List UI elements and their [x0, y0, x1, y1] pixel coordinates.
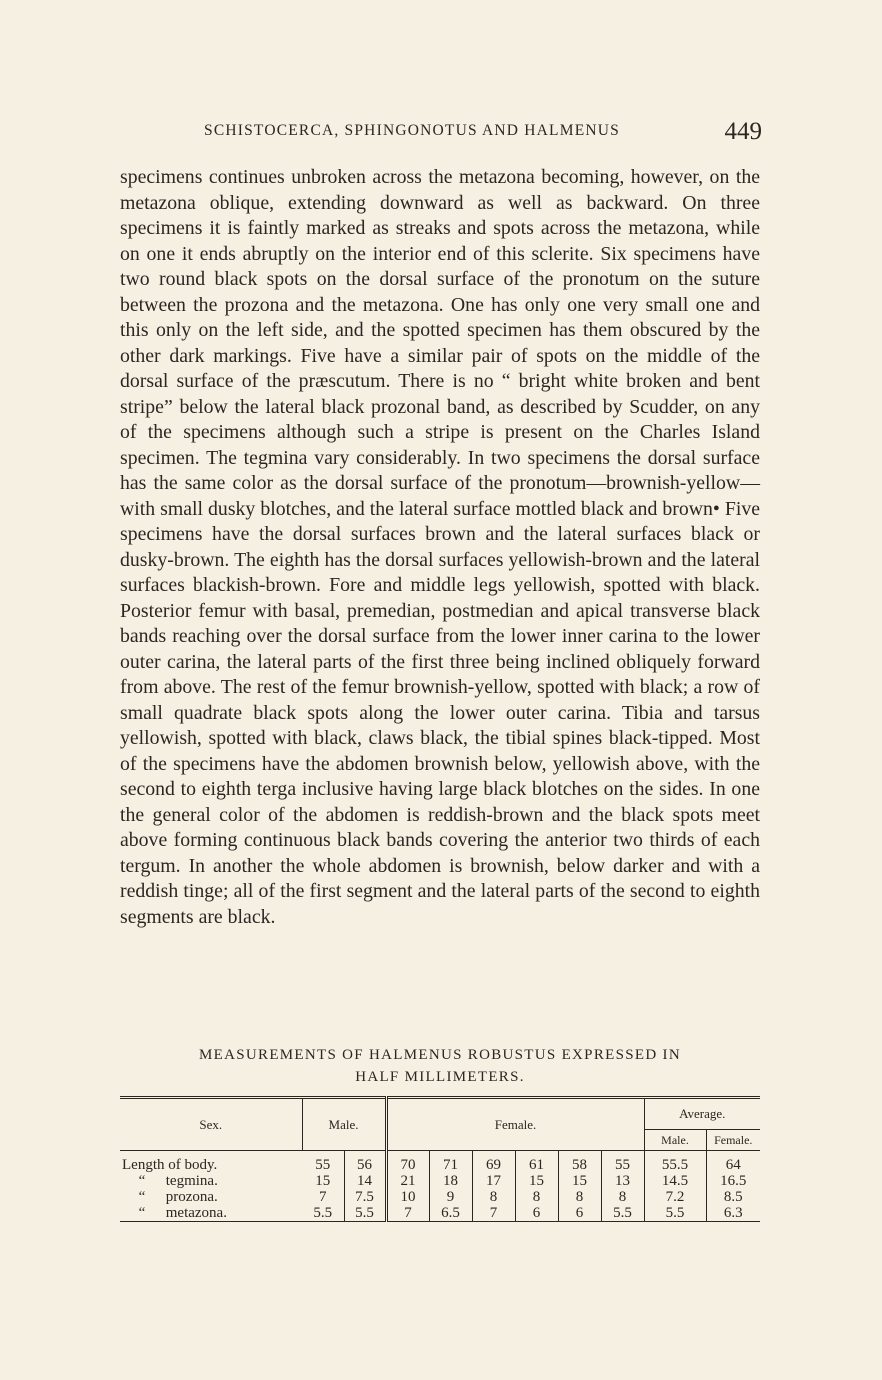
- table-row: [120, 1205, 760, 1222]
- female-value-cell: 13: [601, 1173, 644, 1189]
- female-value-cell: 21: [386, 1173, 429, 1189]
- header-sex: Sex.: [199, 1116, 223, 1132]
- female-value-cell: 10: [386, 1189, 429, 1205]
- header-average-male: Male.: [644, 1130, 706, 1151]
- page-number: 449: [724, 118, 762, 145]
- table-caption-line-1: MEASUREMENTS OF HALMENUS ROBUSTUS EXPRESSED IN: [199, 1047, 681, 1063]
- female-value-cell: 55: [601, 1151, 644, 1174]
- female-value-cell: 8: [601, 1189, 644, 1205]
- table-caption: [120, 1044, 760, 1088]
- male-value-cell: 56: [344, 1151, 386, 1174]
- average-male-cell: 5.5: [644, 1205, 706, 1222]
- average-female-cell: 8.5: [706, 1189, 760, 1205]
- female-value-cell: 71: [429, 1151, 472, 1174]
- female-value-cell: 7: [472, 1205, 515, 1222]
- average-female-cell: 64: [706, 1151, 760, 1174]
- page-header: [122, 118, 762, 148]
- average-male-cell: 55.5: [644, 1151, 706, 1174]
- male-value-cell: 7.5: [344, 1189, 386, 1205]
- average-male-cell: 7.2: [644, 1189, 706, 1205]
- female-value-cell: 8: [472, 1189, 515, 1205]
- female-value-cell: 8: [558, 1189, 601, 1205]
- header-average-female: Female.: [706, 1130, 760, 1151]
- male-value-cell: 15: [315, 1173, 331, 1189]
- row-label-prefix: “: [138, 1173, 146, 1189]
- female-value-cell: 6: [558, 1205, 601, 1222]
- row-label: [120, 1173, 302, 1189]
- measurements-table: [120, 1096, 760, 1222]
- male-value-cell: 14: [344, 1173, 386, 1189]
- row-label-name: tegmina.: [165, 1173, 218, 1189]
- row-label: [120, 1151, 302, 1174]
- female-value-cell: 7: [386, 1205, 429, 1222]
- table-row: [120, 1173, 760, 1189]
- female-value-cell: 6: [515, 1205, 558, 1222]
- table-row: [120, 1151, 760, 1174]
- female-value-cell: 6.5: [429, 1205, 472, 1222]
- row-label-name: metazona.: [165, 1205, 227, 1221]
- male-value-cell: 5.5: [344, 1205, 386, 1222]
- row-label-prefix: “: [138, 1189, 146, 1205]
- table-body: [120, 1151, 760, 1222]
- average-male-cell: 14.5: [644, 1173, 706, 1189]
- female-value-cell: 58: [558, 1151, 601, 1174]
- table-caption-line-2: HALF MILLIMETERS.: [355, 1069, 525, 1085]
- male-value-cell: 5.5: [313, 1205, 333, 1221]
- female-value-cell: 15: [515, 1173, 558, 1189]
- female-value-cell: 61: [515, 1151, 558, 1174]
- row-label-prefix: “: [138, 1205, 146, 1221]
- body-paragraph: specimens continues unbroken across the metazona becoming, however, on the metazona oblique, extending downward as well as backward. On three specimens it is faintly marked as streaks and spots across the metazona, while on one it ends abruptly on the interior end of this sclerite. Six specimens have two round black spots on the dorsal surface of the pronotum on the suture between the prozona and the metazona. One has only one very small one and this only on the left side, and the spotted specimen has them obscured by the other dark markings. Five have a similar pair of spots on the middle of the dorsal surface of the præscutum. There is no “ bright white broken and bent stripe” below the lateral black prozonal band, as described by Scudder, on any of the specimens although such a stripe is present on the Charles Island specimen. The tegmina vary considerably. In two specimens the dorsal surface has the same color as the dorsal surface of the pronotum—brownish-yellow—with small dusky blotches, and the lateral surface mottled black and brown• Five specimens have the dorsal surfaces brown and the lateral surfaces black or dusky-brown. The eighth has the dorsal surfaces yellowish-brown and the lateral surfaces blackish-brown. Fore and middle legs yellowish, spotted with black. Posterior femur with basal, premedian, postmedian and apical transverse black bands reaching over the dorsal surface from the lower inner carina to the lower outer carina, the lateral parts of the first three being inclined obliquely forward from above. The rest of the femur brownish-yellow, spotted with black; a row of small quadrate black spots along the lower outer carina. Tibia and tarsus yellowish, spotted with black, claws black, the tibial spines black-tipped. Most of the specimens have the abdomen brownish below, yellowish above, with the second to eighth terga inclusive having large black blotches on the sides. In one the general color of the abdomen is reddish-brown and the black spots meet above forming continuous black bands covering the anterior two thirds of each tergum. In another the whole abdomen is brownish, below darker and with a reddish tinge; all of the first segment and the lateral parts of the second to eighth segments are black.: [120, 166, 760, 928]
- table-row: [120, 1189, 760, 1205]
- average-female-cell: 16.5: [706, 1173, 760, 1189]
- header-average: Average.: [644, 1098, 760, 1130]
- row-label: [120, 1205, 302, 1222]
- header-male: Male.: [302, 1098, 386, 1151]
- female-value-cell: 9: [429, 1189, 472, 1205]
- row-label: [120, 1189, 302, 1205]
- average-female-cell: 6.3: [706, 1205, 760, 1222]
- female-value-cell: 70: [386, 1151, 429, 1174]
- female-value-cell: 8: [515, 1189, 558, 1205]
- row-label-prefix: Length of: [122, 1157, 181, 1173]
- female-value-cell: 17: [472, 1173, 515, 1189]
- running-head: SCHISTOCERCA, SPHINGONOTUS AND HALMENUS: [204, 122, 620, 139]
- female-value-cell: 18: [429, 1173, 472, 1189]
- female-value-cell: 69: [472, 1151, 515, 1174]
- female-value-cell: 15: [558, 1173, 601, 1189]
- female-value-cell: 5.5: [601, 1205, 644, 1222]
- male-value-cell: 7: [319, 1189, 327, 1205]
- header-female: Female.: [386, 1098, 644, 1151]
- row-label-name: prozona.: [165, 1189, 218, 1205]
- male-value-cell: 55: [302, 1151, 344, 1174]
- row-label-name: body.: [184, 1157, 218, 1173]
